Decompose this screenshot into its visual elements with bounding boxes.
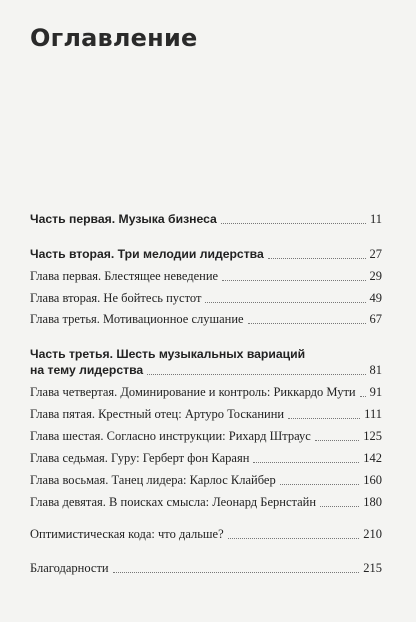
entry-page: 67 — [369, 312, 382, 326]
entry-label: Глава седьмая. Гуру: Герберт фон Караян — [30, 451, 250, 465]
toc-entry-part-1[interactable] — [30, 211, 382, 227]
dot-leader — [228, 538, 360, 539]
entry-label: Глава девятая. В поисках смысла: Леонард Бернстайн — [30, 495, 317, 509]
entry-label: Глава пятая. Крестный отец: Артуро Тосканини — [30, 407, 285, 421]
entry-page: 27 — [369, 247, 382, 261]
toc-entry-chapter-4[interactable] — [30, 384, 382, 400]
dot-leader — [360, 396, 366, 397]
toc-entry-chapter-2[interactable] — [30, 290, 382, 306]
dot-leader — [147, 374, 365, 375]
toc-entry-chapter-8[interactable] — [30, 472, 382, 488]
dot-leader — [268, 258, 366, 259]
dot-leader — [222, 280, 365, 281]
entry-label: Благодарности — [30, 561, 109, 575]
dot-leader — [221, 223, 366, 224]
toc-entry-chapter-9[interactable] — [30, 494, 382, 510]
entry-label: на тему лидерства — [30, 363, 144, 377]
entry-page: 125 — [363, 429, 382, 443]
entry-label: Часть вторая. Три мелодии лидерства — [30, 247, 264, 261]
entry-page: 11 — [369, 212, 382, 226]
toc-entry-part-3[interactable] — [30, 362, 382, 378]
entry-page: 142 — [363, 451, 382, 465]
entry-label: Глава первая. Блестящее неведение — [30, 269, 219, 283]
dot-leader — [280, 484, 360, 485]
dot-leader — [205, 302, 365, 303]
entry-page: 160 — [363, 473, 382, 487]
entry-page: 210 — [363, 527, 382, 541]
dot-leader — [253, 462, 359, 463]
toc-entry-part-2[interactable] — [30, 246, 382, 262]
entry-label: Часть первая. Музыка бизнеса — [30, 212, 217, 226]
entry-page: 91 — [369, 385, 383, 399]
entry-page: 29 — [369, 269, 382, 283]
page-title: Оглавление — [30, 24, 198, 52]
toc-entry-chapter-3[interactable] — [30, 311, 382, 327]
entry-page: 180 — [363, 495, 382, 509]
dot-leader — [113, 572, 360, 573]
dot-leader — [320, 506, 359, 507]
toc-entry-acknowledgements[interactable] — [30, 560, 382, 576]
dot-leader — [248, 323, 366, 324]
toc-entry-part-3-line-1[interactable]: Часть третья. Шесть музыкальных вариаций — [30, 347, 306, 361]
entry-label: Глава вторая. Не бойтесь пустот — [30, 291, 202, 305]
toc-entry-chapter-5[interactable] — [30, 406, 382, 422]
entry-label: Глава восьмая. Танец лидера: Карлос Клайбер — [30, 473, 276, 487]
entry-page: 111 — [364, 407, 382, 421]
entry-label: Глава шестая. Согласно инструкции: Рихард Штраус — [30, 429, 311, 443]
toc-entry-coda[interactable] — [30, 526, 382, 542]
entry-page: 81 — [369, 363, 382, 377]
toc-entry-chapter-7[interactable] — [30, 450, 382, 466]
toc-entry-chapter-6[interactable] — [30, 428, 382, 444]
dot-leader — [315, 440, 359, 441]
entry-label: Оптимистическая кода: что дальше? — [30, 527, 224, 541]
dot-leader — [288, 418, 360, 419]
entry-page: 215 — [363, 561, 382, 575]
entry-label: Глава третья. Мотивационное слушание — [30, 312, 244, 326]
toc-entry-chapter-1[interactable] — [30, 268, 382, 284]
entry-page: 49 — [369, 291, 382, 305]
entry-label: Глава четвертая. Доминирование и контроль: Риккардо Мути — [30, 385, 356, 399]
